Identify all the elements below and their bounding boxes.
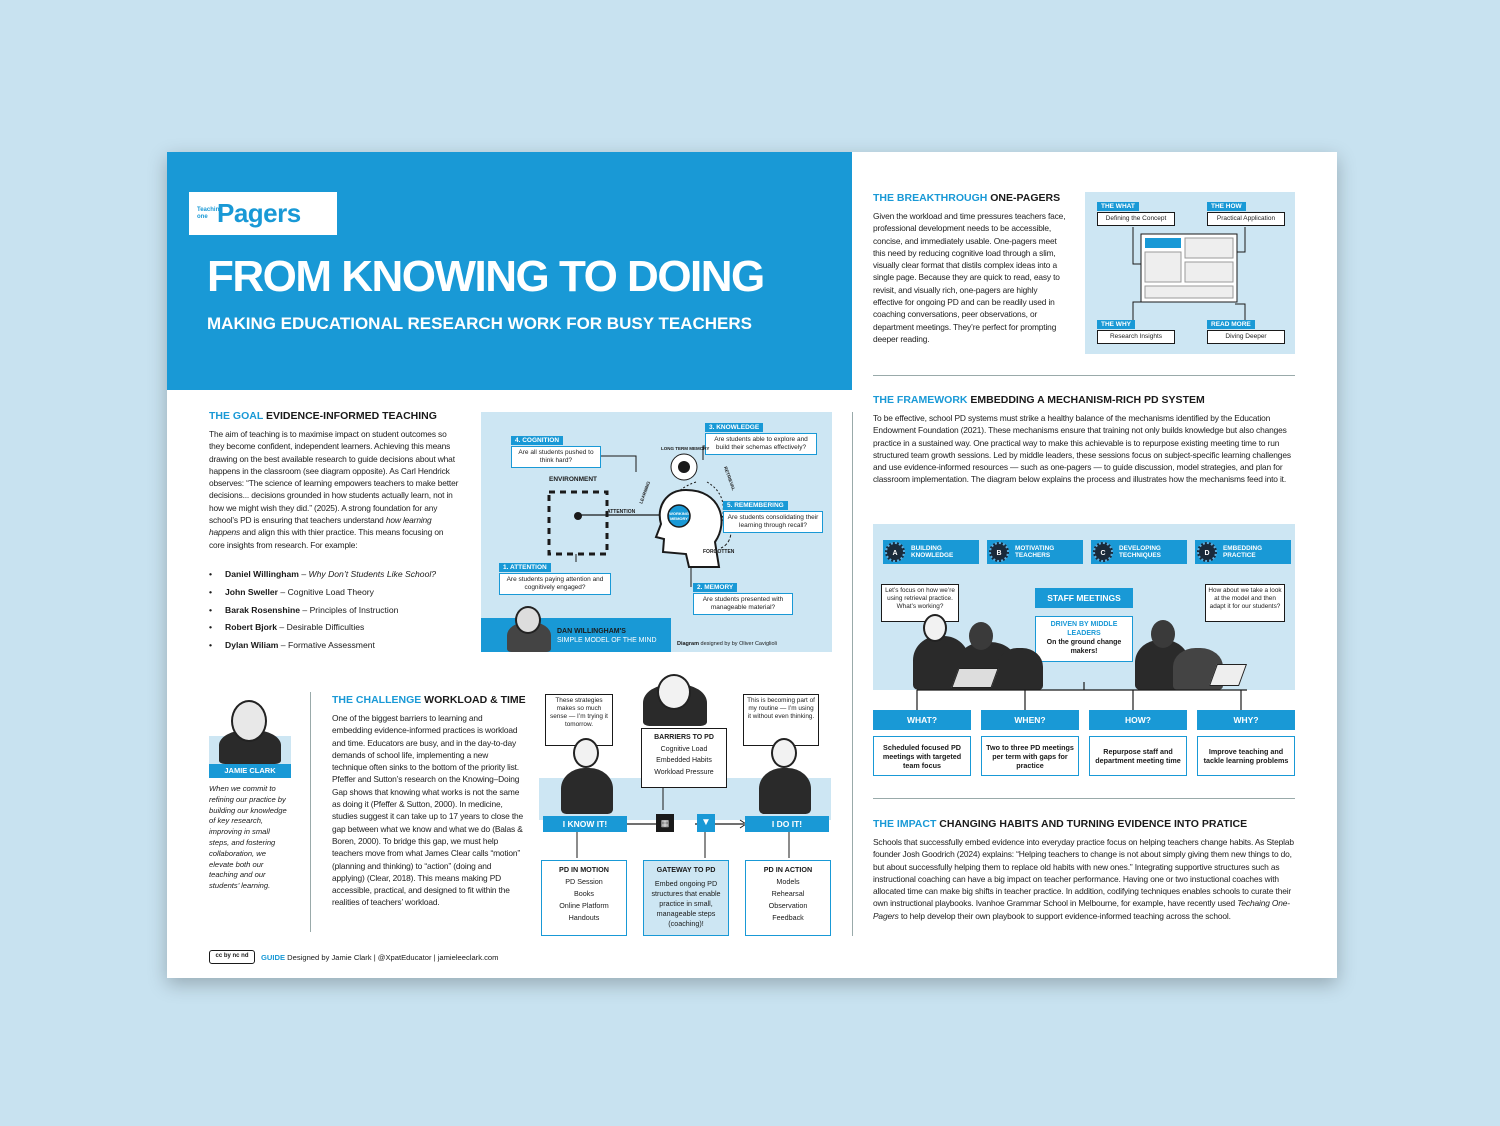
question-answer: Repurpose staff and department meeting time (1089, 736, 1187, 776)
logo (189, 192, 337, 235)
question-label: WHY? (1197, 710, 1295, 730)
impact-text-italic: Techaing One-Pagers (873, 898, 1290, 921)
pd-motion-item: PD Session (565, 877, 603, 886)
question-label: HOW? (1089, 710, 1187, 730)
one-pager-sheet (167, 152, 1337, 978)
more-tag: READ MORE (1207, 320, 1255, 329)
bullet-separator: – (278, 640, 288, 651)
goal-key: THE GOAL (209, 410, 264, 422)
remembering-question: Are students consolidating their learning through recall? (723, 511, 823, 533)
mechanism-item (987, 540, 1083, 564)
mechanism-label: DEVELOPING TECHNIQUES (1119, 544, 1161, 559)
goal-text (209, 428, 461, 551)
knowledge-tag: 3. KNOWLEDGE (705, 423, 763, 432)
mechanism-label: BUILDING KNOWLEDGE (911, 544, 954, 559)
pd-action-item: Feedback (772, 913, 804, 922)
research-list-item (207, 602, 436, 620)
bullet-separator: – (300, 604, 310, 615)
forgotten-label: FORGOTTEN (703, 549, 735, 555)
retrieval-label: RETRIEVAL (722, 465, 737, 492)
framework-text: To be effective, school PD systems must strike a healthy balance of the mechanisms identified by the Education Endowment Foundation (2021). These mechanisms ensure that training not only builds knowledge but also changes practice in a sustained way. One practical way to make this achievable is to repurpose existing meeting time to run structured team growth sessions. Led by middle leaders, these sessions focus on subject-specific learning challenges and use evidence-informed resources — such as one-pagers — to guide discussion, model strategies, and plan for classroom implementation. The diagram below explains the process and illustrates how the mechanisms feed into it. (873, 413, 1291, 485)
middle-leaders-box (1035, 616, 1133, 662)
mechanisms-row (883, 540, 1287, 564)
cc-license-icon: cc by nc nd (209, 950, 255, 964)
impact-text (873, 836, 1295, 922)
pd-in-motion-title: PD IN MOTION (559, 865, 609, 874)
learning-label: LEARNING (638, 480, 652, 505)
pd-in-motion-box (541, 860, 627, 936)
stressed-teacher-head (657, 674, 691, 710)
why-tag: THE WHY (1097, 320, 1135, 329)
what-tag: THE WHAT (1097, 202, 1139, 211)
bullet-separator: – (298, 569, 309, 579)
pd-in-action-title: PD IN ACTION (763, 865, 813, 874)
bubble-do: This is becoming part of my routine — I’m using it without even thinking. (743, 694, 819, 746)
more-box: Diving Deeper (1207, 330, 1285, 344)
goal-text-italic: how learning happens (209, 515, 432, 538)
remembering-tag: 5. REMEMBERING (723, 501, 788, 510)
question-answer: Scheduled focused PD meetings with targeted team focus (873, 736, 971, 776)
right-divider-1 (873, 375, 1295, 376)
breakthrough-key: THE BREAKTHROUGH (873, 192, 988, 204)
barrier-item: Workload Pressure (654, 768, 714, 776)
footer-guide: GUIDE (261, 953, 286, 962)
pd-motion-item: Books (574, 889, 594, 898)
logo-small-text: Teaching one (197, 206, 223, 220)
pd-motion-item: Handouts (568, 913, 600, 922)
challenge-heading (332, 694, 526, 706)
research-work: Formative Assessment (287, 640, 375, 651)
barrier-item: Cognitive Load (660, 745, 708, 753)
bubble-model: How about we take a look at the model and then adapt it for our students? (1205, 584, 1285, 622)
questions-row (873, 710, 1295, 778)
willingham-diagram (481, 412, 832, 652)
goal-text-2: and align this with thier practice. This means focusing on core insights from research. For example: (209, 527, 444, 550)
right-divider-2 (873, 798, 1295, 799)
researcher-name: Barak Rosenshine (225, 604, 300, 615)
memory-question: Are students presented with manageable material? (693, 593, 793, 615)
pd-motion-item: Online Platform (559, 901, 609, 910)
researcher-name: John Sweller (225, 586, 279, 597)
challenge-text: One of the biggest barriers to learning and embedding evidence-informed practices is workload and time. Educators are busy, and in the day-to-day demands of school life, implementing a new technique often sinks to the bottom of the priority list. Pfeffer and Sutton’s research on the Knowing–Doing Gap shows that knowing what works is not the same as doing it (Pfeffer & Sutton, 2000). In medicine, studies suggest it can take up to 17 years to close the gap between what we know and what we do (Balas & Boren, 2000). To bridge this gap, we must help teachers move from what James Clear calls “motion” (planning and thinking) to “action” (doing and applying) (Clear, 2018). This means making PD accessible, practical, and designed to fit within the realities of teachers’ workload. (332, 713, 524, 908)
challenge-title: WORKLOAD & TIME (421, 694, 526, 706)
framework-heading (873, 394, 1205, 406)
teacher-do-head (771, 738, 797, 768)
researcher-name: Robert Bjork (225, 622, 278, 633)
research-list-item (207, 566, 436, 584)
question-label: WHAT? (873, 710, 971, 730)
willingham-head (515, 606, 541, 634)
gateway-box (643, 860, 729, 936)
research-work: Why Don’t Students Like School? (308, 569, 437, 579)
why-box: Research Insights (1097, 330, 1175, 344)
how-tag: THE HOW (1207, 202, 1246, 211)
leader-head-4 (1151, 620, 1175, 648)
credit-text: designed by by Oliver Caviglioli (699, 641, 777, 647)
page-subtitle: MAKING EDUCATIONAL RESEARCH WORK FOR BUSY TEACHERS (207, 314, 752, 333)
goal-title: EVIDENCE-INFORMED TEACHING (263, 410, 437, 422)
framework-key: THE FRAMEWORK (873, 394, 968, 406)
leader-head-2 (969, 622, 993, 650)
how-box: Practical Application (1207, 212, 1285, 226)
mechanism-label: EMBEDDING PRACTICE (1223, 544, 1263, 559)
gear-icon: A (885, 542, 905, 562)
gear-icon: C (1093, 542, 1113, 562)
question-label: WHEN? (981, 710, 1079, 730)
gateway-title: GATEWAY TO PD (656, 865, 716, 874)
pd-in-action-box (745, 860, 831, 936)
author-head (231, 700, 267, 742)
attention-tag: 1. ATTENTION (499, 563, 551, 572)
mechanism-item (883, 540, 979, 564)
impact-key: THE IMPACT (873, 818, 937, 830)
research-list-item (207, 619, 436, 637)
cognition-tag: 4. COGNITION (511, 436, 563, 445)
research-list-item (207, 637, 436, 655)
ground-label: On the ground change makers! (1046, 639, 1122, 655)
credit-bold: Diagram (677, 641, 700, 647)
diagram-credit (677, 641, 777, 647)
barrier-item: Embedded Habits (656, 757, 712, 764)
breakthrough-text: Given the workload and time pressures teachers face, professional development needs to be accessible, concise, and immediately usable. One-pagers meet this need by reducing cognitive load through a slim, visually clear format that distils complex ideas into a single page. Because they are quick to read, easy to revisit, and visually rich, one-pagers are highly effective for ongoing PD and can be readily used in coaching conversations, peer observations, or department meetings. They’re perfect for prompting deeper reading. (873, 211, 1066, 344)
research-work: Principles of Instruction (309, 604, 399, 615)
impact-text-2: to help develop their own playbook to support evidence-informed teaching across the school. (898, 910, 1231, 921)
gear-icon: B (989, 542, 1009, 562)
driven-label: DRIVEN BY MIDDLE LEADERS (1050, 621, 1118, 637)
footer-text: Designed by Jamie Clark | @XpatEducator | jamieleeclark.com (285, 953, 499, 962)
impact-text-1: Schools that successfully embed evidence into everyday practice focus on helping teachers change habits. As Steplab founder Josh Goodrich (2024) explains: “Helping teachers to change is not about simply giving them new things to do, but about successfully helping them to replace old habits with new ones.” Integrating supportive structures such as instructional coaching can have a big impact on teacher performance. Having one or two instuctional coaches with allocated time can make big shifts in teacher practice. In addition, codifying techniques enables schools to curate their own instructional playbooks. Ivanhoe Grammar School in Melbourne, for example, have recently used (873, 837, 1294, 909)
gateway-text: Embed ongoing PD structures that enable practice in small, manageable steps (coaching)! (651, 879, 721, 928)
bullet-separator: – (278, 586, 288, 597)
abacus-icon: ▦ (656, 814, 674, 832)
caption-name: DAN WILLINGHAM'S (557, 628, 626, 635)
caption-model: SIMPLE MODEL OF THE MIND (557, 637, 657, 644)
environment-label: ENVIRONMENT (549, 476, 598, 483)
teacher-know-head (573, 738, 599, 768)
logo-text: Pagers (217, 198, 301, 228)
mechanism-item (1195, 540, 1291, 564)
breakthrough-title: ONE-PAGERS (987, 192, 1061, 204)
research-list-item (207, 584, 436, 602)
working-memory-label: WORKING MEMORY (669, 511, 689, 521)
researcher-name: Daniel Willingham (225, 569, 299, 579)
knowledge-question: Are students able to explore and build their schemas effectively? (705, 433, 817, 455)
footer-credit (261, 953, 498, 962)
barriers-box (641, 728, 727, 788)
mechanism-label: MOTIVATING TEACHERS (1015, 544, 1055, 559)
page-title: FROM KNOWING TO DOING (207, 252, 764, 301)
author-name: JAMIE CLARK (209, 764, 291, 778)
impact-title: CHANGING HABITS AND TURNING EVIDENCE INTO PRATICE (936, 818, 1248, 830)
pd-in-motion-list (542, 876, 626, 924)
pd-action-item: Observation (768, 901, 808, 910)
pd-in-action-list (746, 876, 830, 924)
bullet-separator: – (277, 622, 287, 633)
i-do-it-button: I DO IT! (745, 816, 829, 832)
onepager-diagram (1085, 192, 1295, 354)
research-work: Desirable Difficulties (286, 622, 365, 633)
challenge-key: THE CHALLENGE (332, 694, 422, 706)
question-answer: Two to three PD meetings per term with gaps for practice (981, 736, 1079, 776)
attention-arrow-label: ATTENTION (607, 509, 636, 515)
cognition-question: Are all students pushed to think hard? (511, 446, 601, 468)
mechanism-item (1091, 540, 1187, 564)
author-quote: When we commit to refining our practice by building our knowledge of key research, improving in small steps, and fostering collaboration, we elevate both our teaching and our students’ learning. (209, 784, 287, 891)
goal-heading (209, 410, 437, 422)
barriers-list (642, 744, 726, 779)
leader-head-1 (923, 614, 947, 642)
researcher-name: Dylan Wiliam (225, 640, 279, 651)
barriers-title: BARRIERS TO PD (654, 734, 714, 741)
author-divider (310, 692, 311, 932)
long-term-memory-label: LONG TERM MEMORY (661, 446, 710, 451)
staff-meetings-label: STAFF MEETINGS (1035, 588, 1133, 608)
pd-action-item: Rehearsal (771, 889, 805, 898)
research-work: Cognitive Load Theory (287, 586, 374, 597)
framework-lines (873, 682, 1295, 712)
gear-icon: D (1197, 542, 1217, 562)
breakthrough-heading (873, 192, 1060, 204)
bubble-retrieval: Let’s focus on how we’re using retrieval practice. What’s working? (881, 584, 959, 622)
question-answer: Improve teaching and tackle learning problems (1197, 736, 1295, 776)
attention-question: Are students paying attention and cognitively engaged? (499, 573, 611, 595)
framework-title: EMBEDDING A MECHANISM-RICH PD SYSTEM (967, 394, 1205, 406)
cocktail-icon: ▼ (697, 814, 715, 832)
center-divider (852, 412, 853, 936)
goal-text-1: The aim of teaching is to maximise impact on student outcomes so they become confident, independent learners. Achieving this means drawing on the best available research to guide decisions about what happens in the classroom (see diagram opposite). As Carl Hendrick observes: “The science of learning empowers teachers to make better decisions... decisions grounded in how students actually learn, not in how we might wish they did.” (2025). A strong foundation for any school’s PD is ensuring that teachers understand (209, 429, 459, 526)
memory-tag: 2. MEMORY (693, 583, 737, 592)
what-box: Defining the Concept (1097, 212, 1175, 226)
i-know-it-button: I KNOW IT! (543, 816, 627, 832)
bubble-know: These strategies makes so much sense — I’m trying it tomorrow. (545, 694, 613, 746)
research-list (207, 566, 436, 655)
pd-action-item: Models (776, 877, 800, 886)
impact-heading (873, 818, 1247, 830)
